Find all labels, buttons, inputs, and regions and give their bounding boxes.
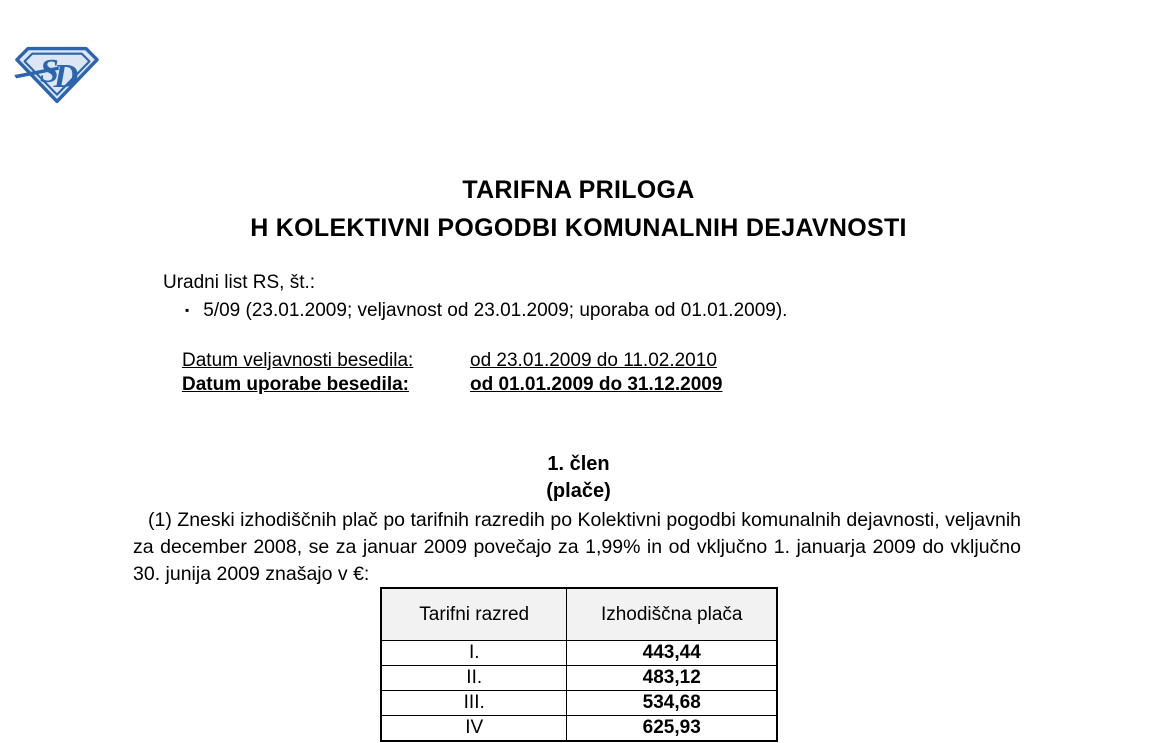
table-row <box>381 641 777 666</box>
salary-value-cell: 483,12 <box>567 666 777 691</box>
document-title-line1: TARIFNA PRILOGA <box>462 176 695 204</box>
salary-value-cell: 534,68 <box>567 691 777 716</box>
usage-label: Datum uporabe besedila: <box>182 374 409 395</box>
tariff-class-cell: IV <box>381 716 567 742</box>
column-header-tarifni-razred: Tarifni razred <box>381 588 567 641</box>
article-subtitle: (plače) <box>546 480 611 502</box>
table-row <box>381 666 777 691</box>
svg-text:S: S <box>39 52 54 90</box>
table-row <box>381 716 777 742</box>
document-title-line2: H KOLEKTIVNI POGODBI KOMUNALNIH DEJAVNOSTI <box>250 214 907 242</box>
article-paragraph: (1) Zneski izhodiščnih plač po tarifnih razredih po Kolektivni pogodbi komunalnih dejavnosti, veljavnih za december 2008, se za januar 2009 povečajo za 1,99% in od vključno 1. januarja 2009 do vključno 30. junija 2009 znašajo v €: <box>133 509 1021 585</box>
gazette-item <box>185 298 787 323</box>
validity-value: od 23.01.2009 do 11.02.2010 <box>470 350 717 371</box>
salary-value-cell: 625,93 <box>567 716 777 742</box>
article-number: 1. člen <box>547 453 610 475</box>
square-bullet-icon: ▪ <box>185 303 190 317</box>
tariff-class-cell: II. <box>381 666 567 691</box>
validity-row <box>182 349 822 373</box>
table-row <box>381 691 777 716</box>
gazette-label: Uradni list RS, št.: <box>163 272 316 293</box>
validity-label: Datum veljavnosti besedila: <box>182 350 414 371</box>
usage-row <box>182 373 822 397</box>
sd-logo-icon <box>14 46 100 104</box>
svg-text:D: D <box>53 57 79 95</box>
salary-table <box>380 587 778 742</box>
gazette-item-text: 5/09 (23.01.2009; veljavnost od 23.01.2009; uporaba od 01.01.2009). <box>203 300 788 321</box>
column-header-izhodiscna-placa: Izhodiščna plača <box>567 588 777 641</box>
tariff-class-cell: III. <box>381 691 567 716</box>
tariff-class-cell: I. <box>381 641 567 666</box>
salary-value-cell: 443,44 <box>567 641 777 666</box>
table-header-row <box>381 588 777 641</box>
usage-value: od 01.01.2009 do 31.12.2009 <box>470 374 723 395</box>
